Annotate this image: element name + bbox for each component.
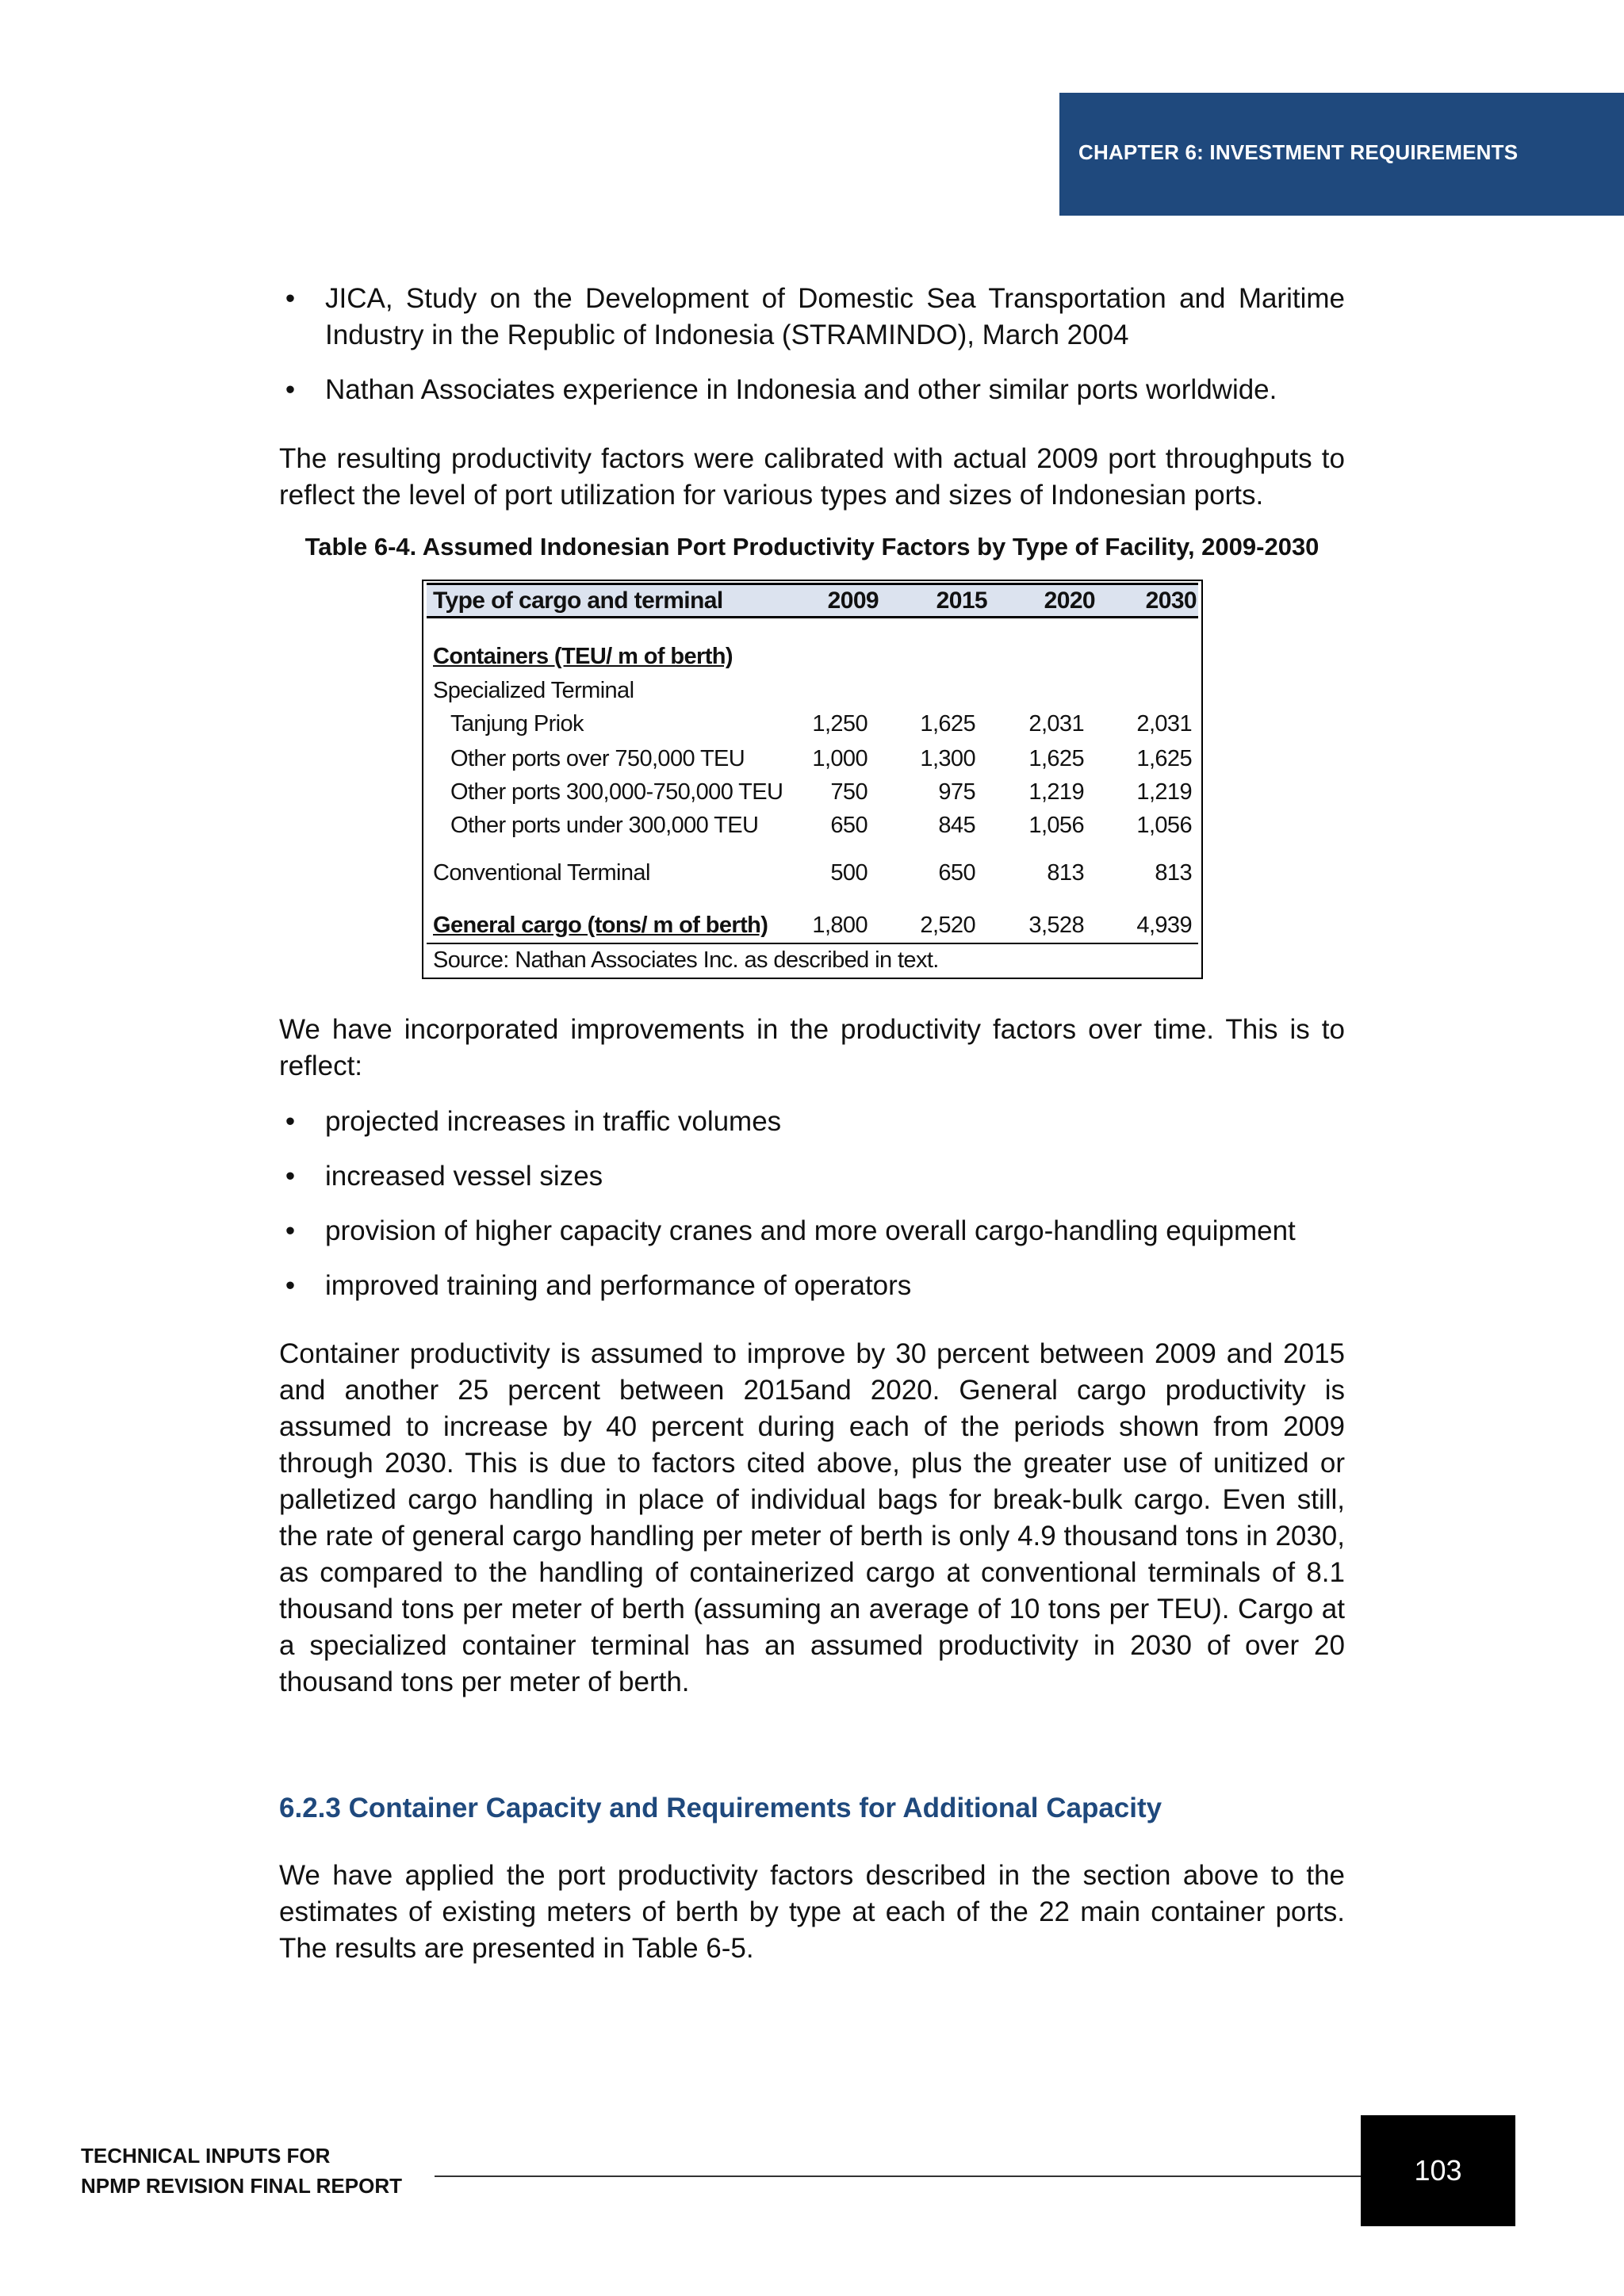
group-heading-containers: Containers (TEU/ m of berth) — [433, 644, 733, 669]
column-header: 2030 — [1145, 587, 1197, 614]
productivity-table — [422, 580, 1203, 979]
cell-value: 650 — [830, 813, 868, 838]
bullet-text: increased vessel sizes — [325, 1161, 603, 1192]
cell-value: 813 — [1155, 860, 1192, 886]
bullet-icon: • — [285, 283, 296, 314]
cell-value: 845 — [938, 813, 975, 838]
list-item — [279, 372, 1345, 408]
page-number: 103 — [1414, 2154, 1462, 2187]
paragraph-improvements-intro: We have incorporated improvements in the productivity factors over time. This is to reflect: — [279, 1014, 1345, 1081]
cell-value: 1,219 — [1136, 779, 1192, 805]
footer-report-title — [81, 2141, 402, 2201]
cell-value: 1,625 — [1136, 746, 1192, 771]
table-divider — [427, 943, 1198, 944]
table-source-note: Source: Nathan Associates Inc. as described in text. — [433, 947, 939, 973]
column-header: 2020 — [1044, 587, 1095, 614]
bullet-icon: • — [285, 374, 296, 405]
row-label: Conventional Terminal — [433, 860, 650, 886]
page-number-box — [1361, 2115, 1515, 2226]
table-caption: Table 6-4. Assumed Indonesian Port Productivity Factors by Type of Facility, 2009-2030 — [304, 533, 1320, 561]
cell-value: 813 — [1047, 860, 1084, 886]
column-header: 2009 — [827, 587, 879, 614]
column-header: Type of cargo and terminal — [433, 587, 723, 614]
cell-value: 975 — [938, 779, 975, 805]
footer-divider — [435, 2175, 1362, 2177]
bullet-text: improved training and performance of operators — [325, 1270, 912, 1301]
bullet-text: Nathan Associates experience in Indonesia and other similar ports worldwide. — [325, 374, 1277, 405]
row-label: Other ports over 750,000 TEU — [450, 746, 745, 771]
bullet-text: JICA, Study on the Development of Domestic Sea Transportation and Maritime Industry in the Republic of Indonesia (STRAMINDO), March 2004 — [325, 283, 1345, 350]
cell-value: 2,520 — [920, 913, 975, 938]
table-header-row — [427, 583, 1198, 618]
cell-value: 1,056 — [1136, 813, 1192, 838]
cell-value: 1,300 — [920, 746, 975, 771]
paragraph-container-productivity: Container productivity is assumed to improve by 30 percent between 2009 and 2015 and another 25 percent between 2015and 2020. General cargo productivity is assumed to increase by 40 percent during each of the periods shown from 2009 through 2030. This is due to factors cited above, plus the greater use of unitized or palletized cargo handling in place of individual bags for break-bulk cargo. Even still, the rate of general cargo handling per meter of berth is only 4.9 thousand tons in 2030, as compared to the handling of containerized cargo at conventional terminals of 8.1 thousand tons per meter of berth (assuming an average of 10 tons per TEU). Cargo at a specialized container terminal has an assumed productivity in 2030 of over 20 thousand tons per meter of berth. — [279, 1338, 1345, 1697]
row-label: General cargo (tons/ m of berth) — [433, 913, 768, 938]
cell-value: 1,219 — [1028, 779, 1084, 805]
cell-value: 500 — [830, 860, 868, 886]
bullet-text: projected increases in traffic volumes — [325, 1106, 782, 1137]
bullet-icon: • — [285, 1106, 296, 1137]
footer-line-1: TECHNICAL INPUTS FOR — [81, 2144, 331, 2168]
chapter-title: CHAPTER 6: INVESTMENT REQUIREMENTS — [1078, 140, 1519, 164]
chapter-header-band — [1059, 93, 1624, 216]
cell-value: 650 — [938, 860, 975, 886]
cell-value: 750 — [830, 779, 868, 805]
cell-value: 1,625 — [920, 711, 975, 737]
cell-value: 1,250 — [812, 711, 868, 737]
footer-line-2: NPMP REVISION FINAL REPORT — [81, 2174, 402, 2198]
list-item — [279, 281, 1345, 354]
section-heading: 6.2.3 Container Capacity and Requirements for Additional Capacity — [279, 1793, 1162, 1823]
cell-value: 2,031 — [1028, 711, 1084, 737]
cell-value: 4,939 — [1136, 913, 1192, 938]
bullet-icon: • — [285, 1161, 296, 1192]
cell-value: 1,056 — [1028, 813, 1084, 838]
cell-value: 1,800 — [812, 913, 868, 938]
bullet-icon: • — [285, 1215, 296, 1246]
paragraph-calibration: The resulting productivity factors were calibrated with actual 2009 port throughputs to reflect the level of port utilization for various types and sizes of Indonesian ports. — [279, 443, 1345, 511]
paragraph-applied: We have applied the port productivity factors described in the section above to the estimates of existing meters of berth by type at each of the 22 main container ports. The results are presented in Table 6-5. — [279, 1860, 1345, 1964]
cell-value: 1,625 — [1028, 746, 1084, 771]
bullet-icon: • — [285, 1270, 296, 1301]
row-label: Tanjung Priok — [450, 711, 584, 737]
row-label: Other ports 300,000-750,000 TEU — [450, 779, 783, 805]
column-header: 2015 — [936, 587, 987, 614]
cell-value: 3,528 — [1028, 913, 1084, 938]
row-label: Other ports under 300,000 TEU — [450, 813, 759, 838]
cell-value: 2,031 — [1136, 711, 1192, 737]
bullet-text: provision of higher capacity cranes and more overall cargo-handling equipment — [325, 1215, 1296, 1246]
cell-value: 1,000 — [812, 746, 868, 771]
subgroup-label: Specialized Terminal — [433, 678, 634, 703]
